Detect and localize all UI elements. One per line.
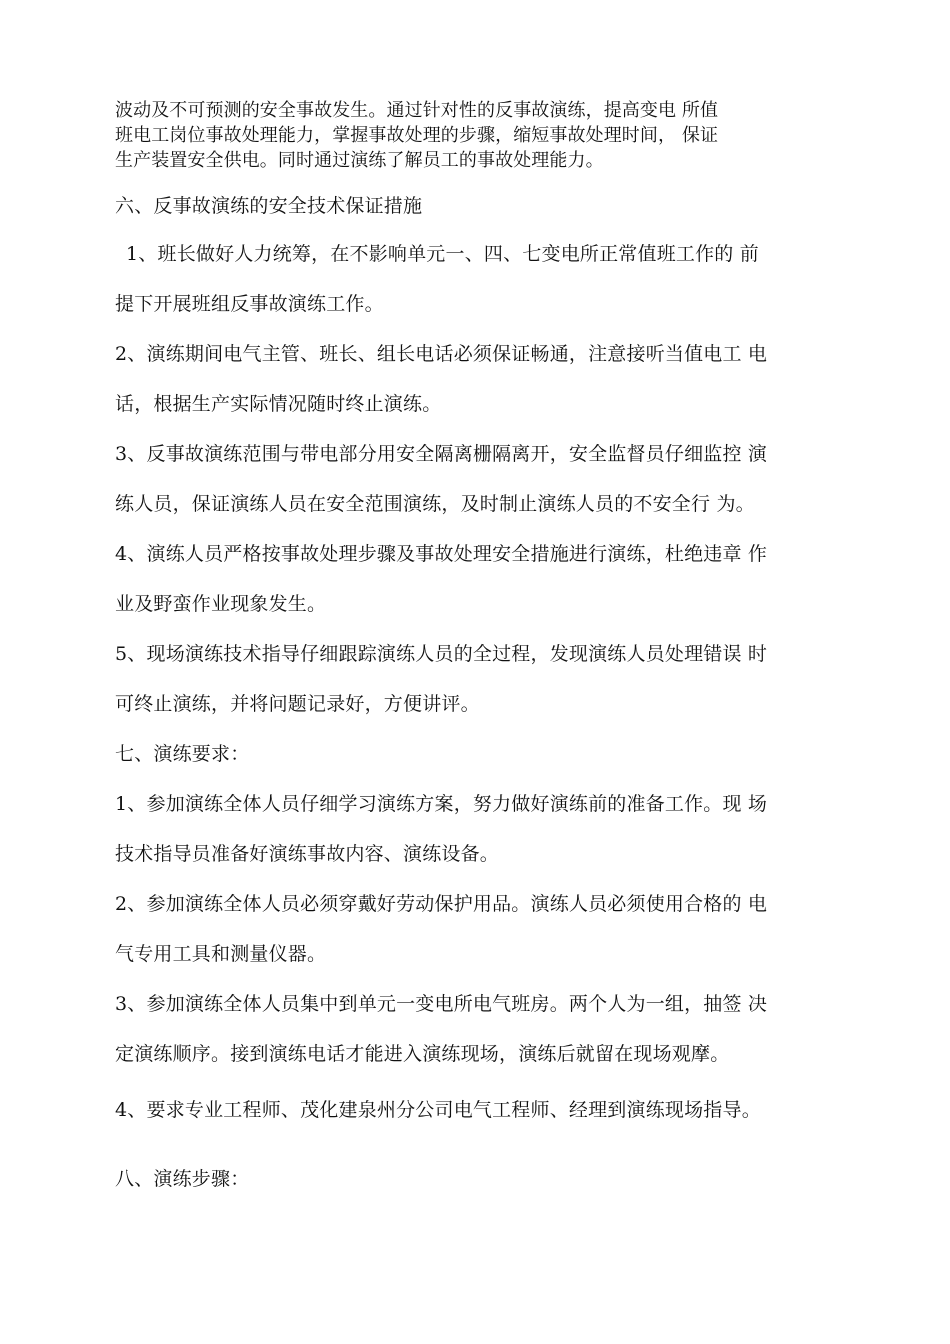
intro-line-1: 波动及不可预测的安全事故发生。通过针对性的反事故演练，提高变电 所值 [115, 100, 719, 121]
section-7-line-3: 2、参加演练全体人员必须穿戴好劳动保护用品。演练人员必须使用合格的 电 [115, 893, 768, 915]
section-7-line-7: 4、要求专业工程师、茂化建泉州分公司电气工程师、经理到演练现场指导。 [115, 1099, 761, 1121]
section-6-line-2: 提下开展班组反事故演练工作。 [115, 293, 384, 315]
section-6-line-9: 5、现场演练技术指导仔细跟踪演练人员的全过程，发现演练人员处理错误 时 [115, 643, 768, 665]
section-7-line-2: 技术指导员准备好演练事故内容、演练设备。 [115, 843, 500, 865]
section-6-line-6: 练人员，保证演练人员在安全范围演练，及时制止演练人员的不安全行 为。 [115, 493, 755, 515]
section-6-line-4: 话，根据生产实际情况随时终止演练。 [115, 393, 442, 415]
section-6-heading: 六、反事故演练的安全技术保证措施 [115, 195, 423, 217]
section-6-line-7: 4、演练人员严格按事故处理步骤及事故处理安全措施进行演练，杜绝违章 作 [115, 543, 768, 565]
section-6-line-3: 2、演练期间电气主管、班长、组长电话必须保证畅通，注意接听当值电工 电 [115, 343, 768, 365]
section-7-line-4: 气专用工具和测量仪器。 [115, 943, 327, 965]
section-6-line-1: 1、班长做好人力统筹，在不影响单元一、四、七变电所正常值班工作的 前 [126, 243, 759, 265]
section-7-line-6: 定演练顺序。接到演练电话才能进入演练现场，演练后就留在现场观摩。 [115, 1043, 730, 1065]
section-6-line-8: 业及野蛮作业现象发生。 [115, 593, 327, 615]
section-6-line-5: 3、反事故演练范围与带电部分用安全隔离栅隔离开，安全监督员仔细监控 演 [115, 443, 768, 465]
intro-line-2: 班电工岗位事故处理能力，掌握事故处理的步骤，缩短事故处理时间， 保证 [115, 125, 719, 146]
section-7-line-1: 1、参加演练全体人员仔细学习演练方案，努力做好演练前的准备工作。现 场 [115, 793, 768, 815]
intro-line-3: 生产装置安全供电。同时通过演练了解员工的事故处理能力。 [115, 150, 604, 171]
section-8-heading: 八、演练步骤： [115, 1168, 250, 1190]
section-7-line-5: 3、参加演练全体人员集中到单元一变电所电气班房。两个人为一组，抽签 决 [115, 993, 768, 1015]
section-6-line-10: 可终止演练，并将问题记录好，方便讲评。 [115, 693, 480, 715]
section-7-heading: 七、演练要求： [115, 743, 250, 765]
